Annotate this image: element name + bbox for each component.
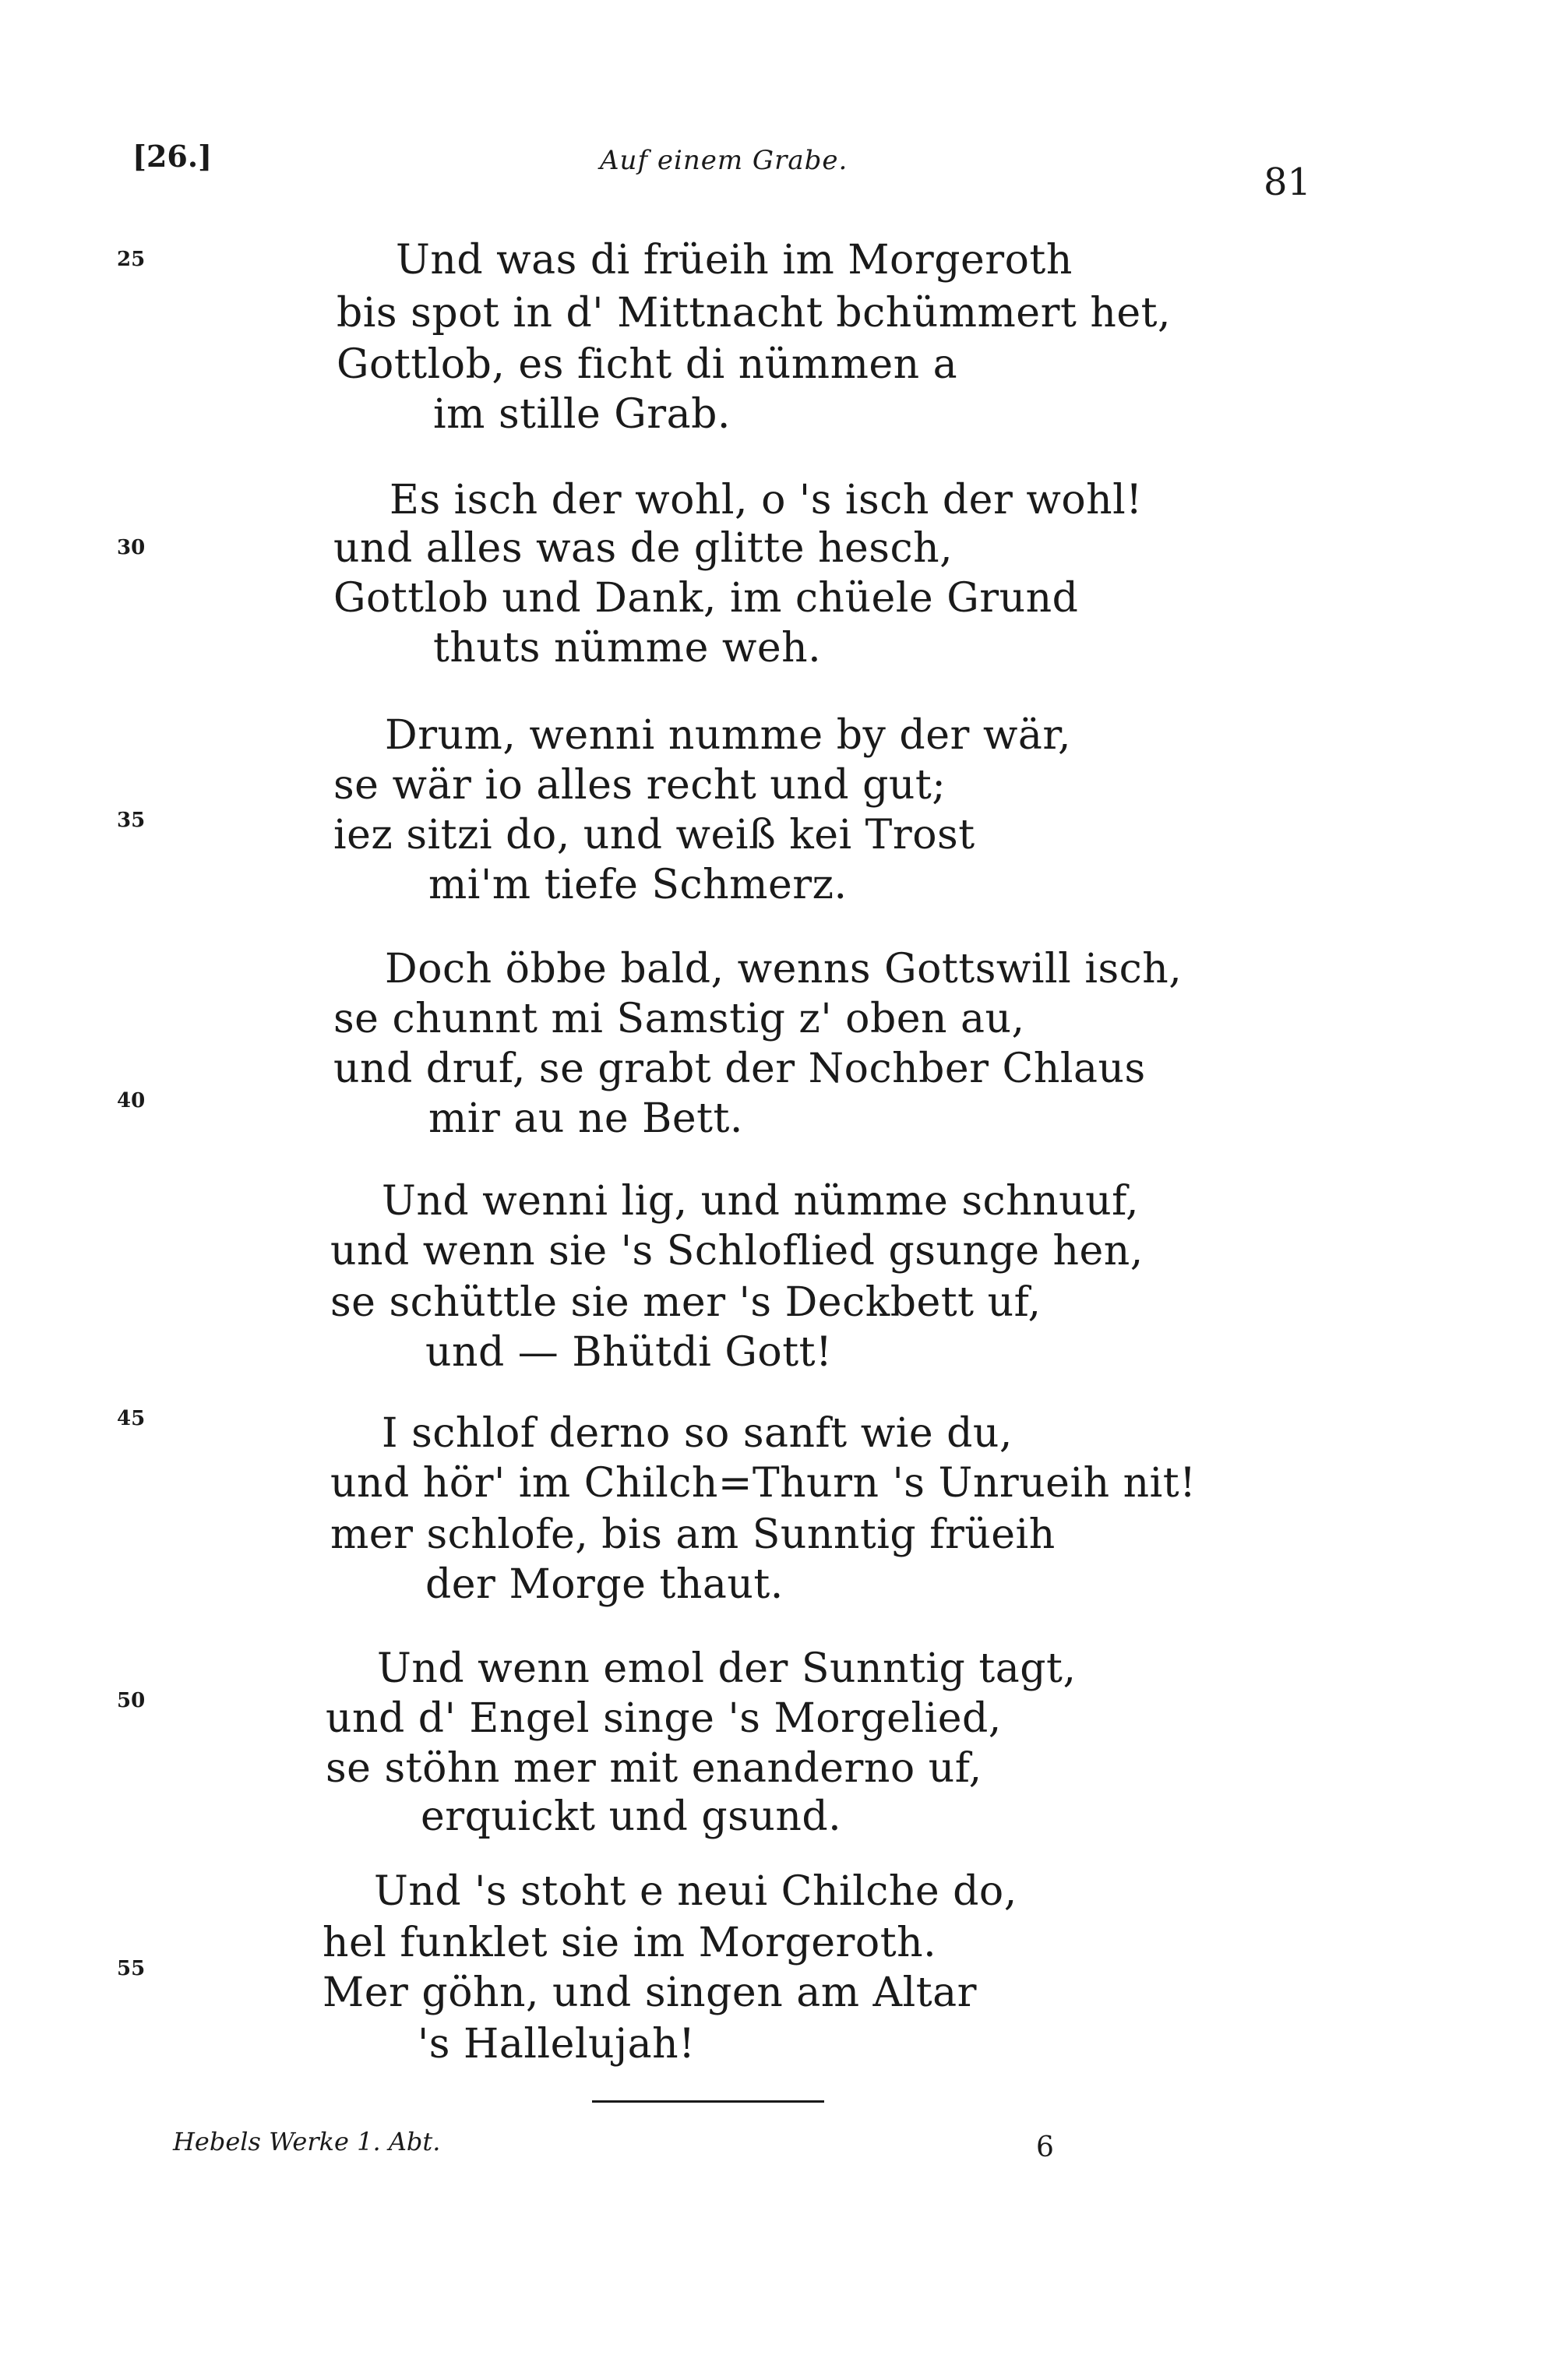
verse-line: und — Bhütdi Gott! — [425, 1329, 833, 1376]
verse-line: Es isch der wohl, o 's isch der wohl! — [390, 477, 1143, 524]
line-number-45: 45 — [117, 1407, 146, 1430]
line-number-35: 35 — [117, 809, 146, 832]
verse-line: I schlof derno so sanft wie du, — [382, 1410, 1013, 1457]
verse-line: mer schlofe, bis am Sunntig früeih — [330, 1511, 1056, 1558]
verse-line: und druf, se grabt der Nochber Chlaus — [333, 1045, 1146, 1092]
verse-line: thuts nümme weh. — [433, 625, 822, 672]
printer-signature: Hebels Werke 1. Abt. — [173, 2127, 441, 2156]
line-number-50: 50 — [117, 1689, 146, 1712]
verse-line: Drum, wenni numme by der wär, — [385, 712, 1072, 759]
verse-line: iez sitzi do, und weiß kei Trost — [333, 812, 975, 859]
verse-line: hel funklet sie im Morgeroth. — [323, 1920, 937, 1966]
verse-line: Doch öbbe bald, wenns Gottswill isch, — [385, 946, 1183, 993]
verse-line: se stöhn mer mit enanderno uf, — [326, 1745, 982, 1792]
verse-line: Und was di früeih im Morgeroth — [396, 237, 1073, 284]
verse-line: und hör' im Chilch=Thurn 's Unrueih nit! — [330, 1460, 1197, 1507]
line-number-55: 55 — [117, 1957, 146, 1980]
running-title: Auf einem Grabe. — [600, 145, 848, 176]
verse-line: und alles was de glitte hesch, — [333, 525, 953, 572]
verse-line: se chunnt mi Samstig z' oben au, — [333, 996, 1025, 1042]
line-number-40: 40 — [117, 1089, 146, 1112]
verse-line: der Morge thaut. — [425, 1561, 784, 1608]
signature-number: 6 — [1036, 2131, 1054, 2163]
page-number: 81 — [1264, 160, 1312, 204]
verse-line: bis spot in d' Mittnacht bchümmert het, — [337, 290, 1172, 337]
verse-line: Und wenni lig, und nümme schnuuf, — [382, 1178, 1140, 1225]
line-number-30: 30 — [117, 536, 146, 559]
verse-line: Gottlob, es ficht di nümmen a — [337, 341, 958, 388]
verse-line: im stille Grab. — [433, 391, 731, 438]
verse-line: se schüttle sie mer 's Deckbett uf, — [330, 1279, 1042, 1326]
verse-line: Und wenn emol der Sunntig tagt, — [377, 1645, 1077, 1692]
verse-line: mir au ne Bett. — [428, 1095, 743, 1142]
verse-line: se wär io alles recht und gut; — [333, 762, 946, 809]
verse-line: und d' Engel singe 's Morgelied, — [326, 1695, 1002, 1742]
verse-line: Mer göhn, und singen am Altar — [323, 1969, 977, 2016]
line-number-25: 25 — [117, 248, 146, 271]
verse-line: Gottlob und Dank, im chüele Grund — [333, 575, 1079, 622]
section-number: [26.] — [132, 139, 213, 174]
verse-line: erquickt und gsund. — [421, 1793, 842, 1840]
verse-line: 's Hallelujah! — [418, 2021, 696, 2068]
verse-line: mi'm tiefe Schmerz. — [428, 862, 848, 908]
footer-rule — [592, 2100, 824, 2103]
verse-line: und wenn sie 's Schloflied gsunge hen, — [330, 1228, 1144, 1275]
verse-line: Und 's stoht e neui Chilche do, — [374, 1868, 1017, 1915]
